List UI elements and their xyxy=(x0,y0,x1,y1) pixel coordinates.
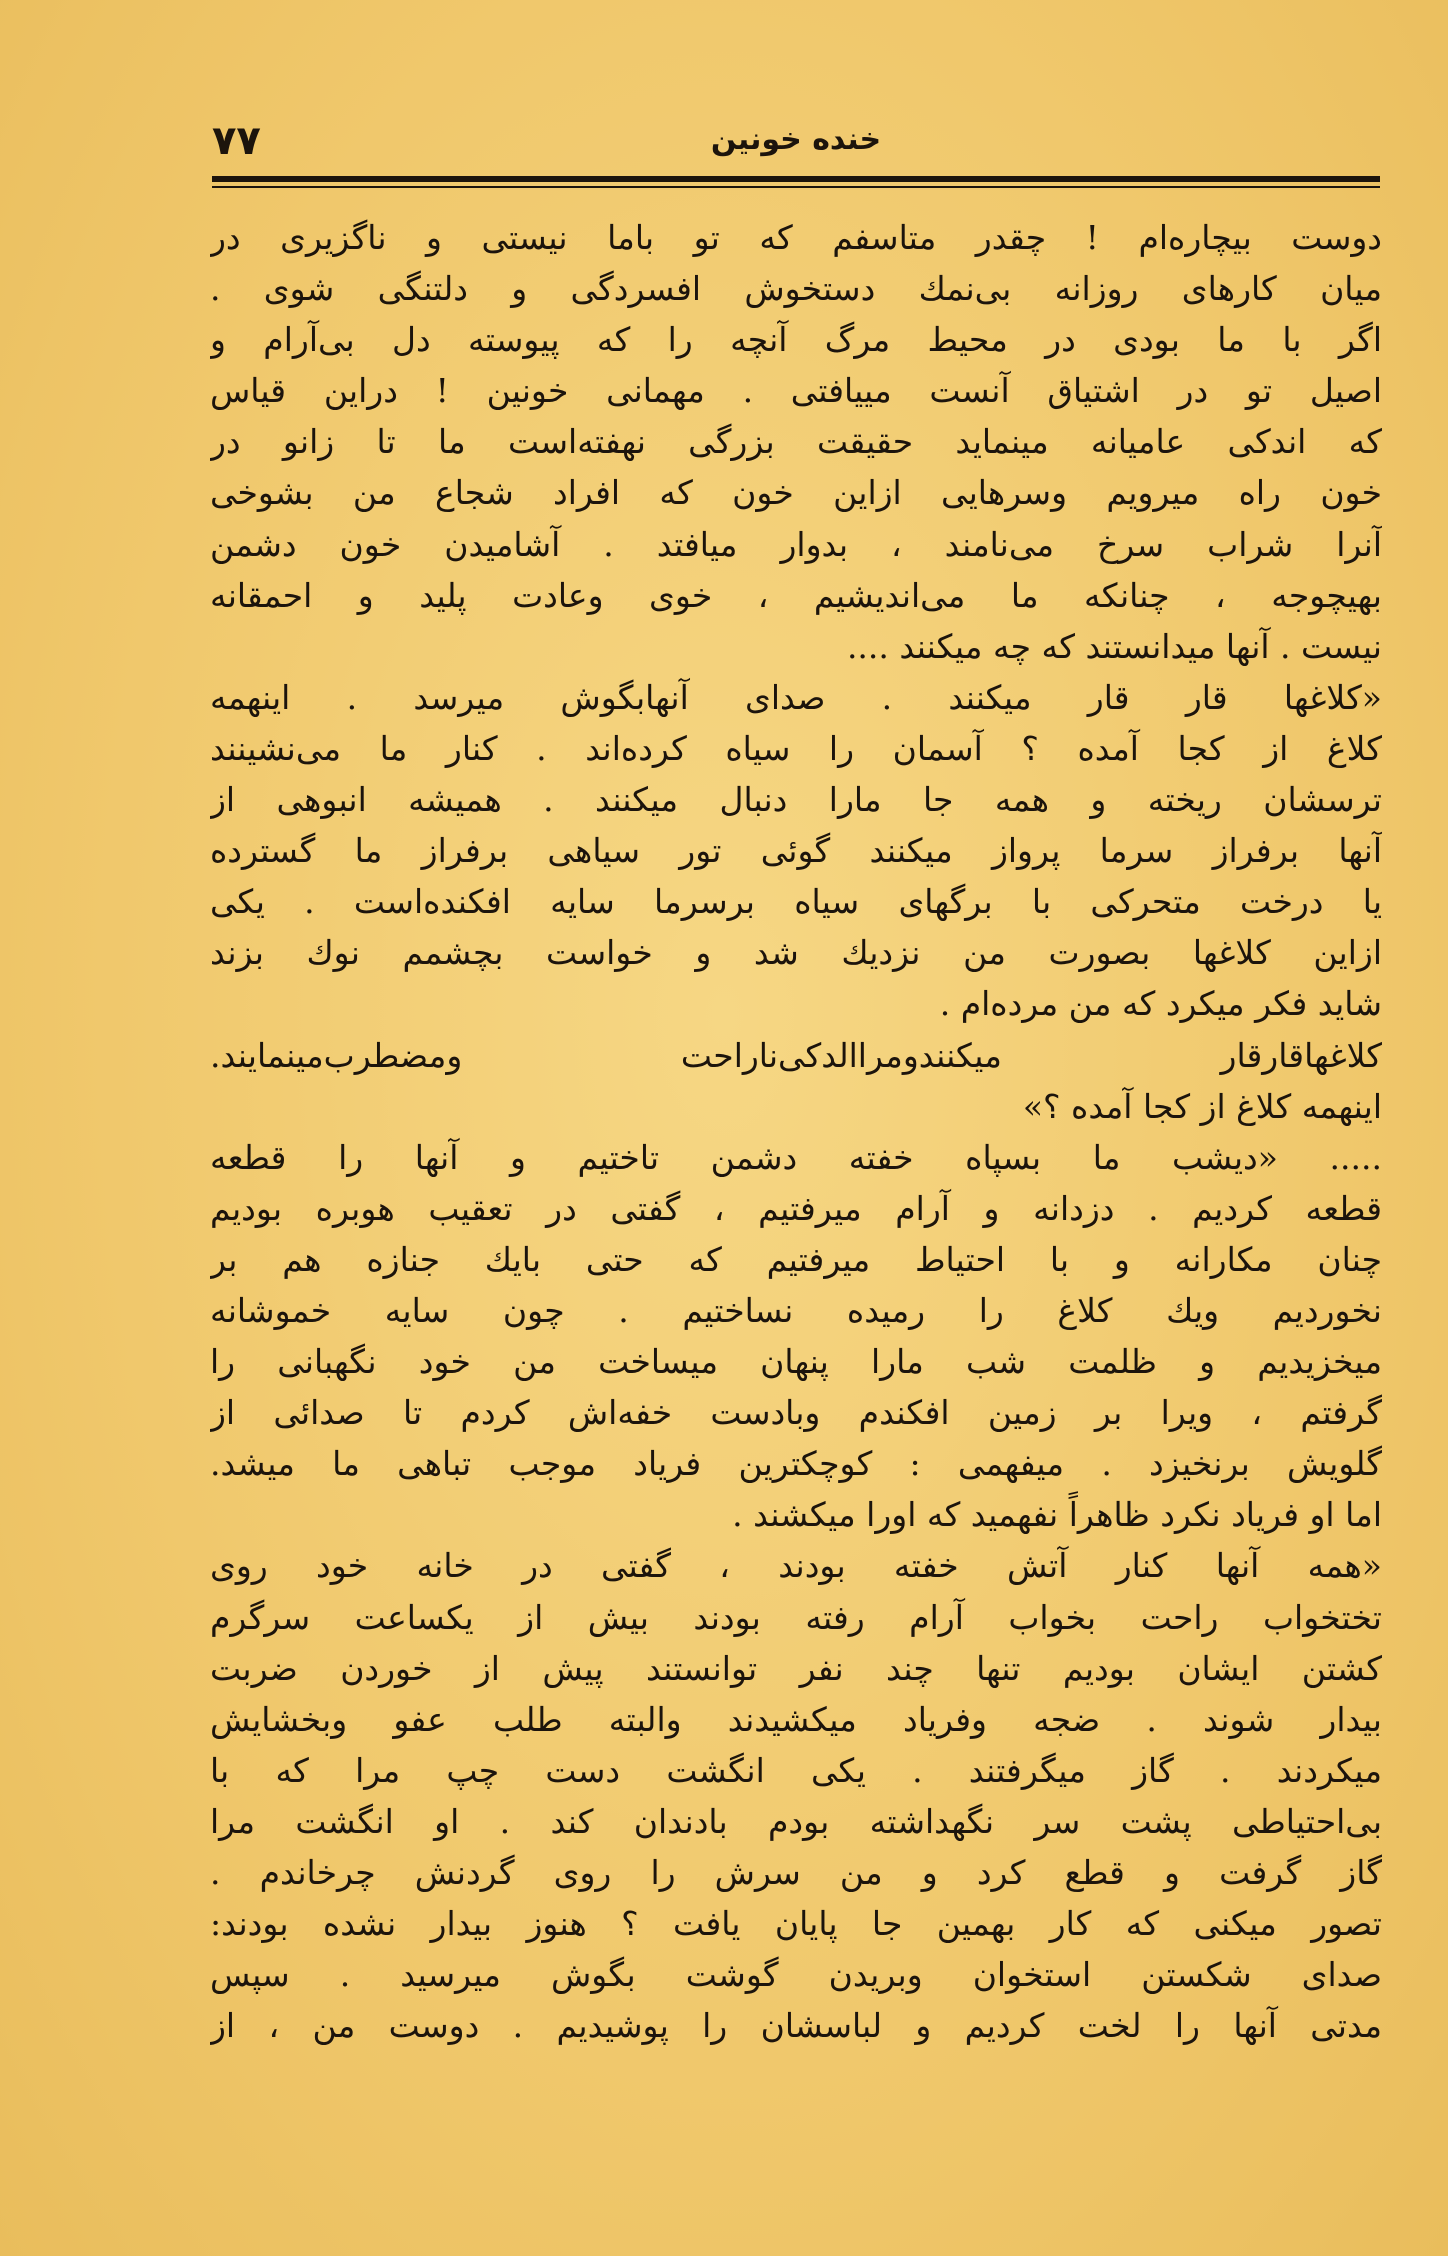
text-line: خون راه میرویم وسرهایی ازاین خون که افراد شجاع من بشوخی xyxy=(210,473,1382,513)
text-line: تصور میکنی که کار بهمین جا پایان یافت ؟ هنوز بیدار نشده بودند: xyxy=(210,1904,1382,1944)
page-number: ۷۷ xyxy=(212,118,261,164)
text-line: «کلاغها قار قار میکنند . صدای آنهابگوش میرسد . اینهمه xyxy=(210,677,1382,717)
text-line: دوست بیچاره‌ام ! چقدر متاسفم که تو باما نیستی و ناگزیری در xyxy=(210,218,1382,257)
text-line: آنها برفراز سرما پرواز میکنند گوئی تور سیاهی برفراز ما گسترده xyxy=(210,831,1382,871)
text-line: ترسشان ریخته و همه جا مارا دنبال میکنند . همیشه انبوهی از xyxy=(210,780,1382,820)
text-line: گاز گرفت و قطع کرد و من سرش را روی گردنش چرخاندم . xyxy=(210,1853,1382,1892)
text-line: نیست . آنها میدانستند که چه میکنند .... xyxy=(846,626,1382,666)
running-title: خنده خونین xyxy=(710,122,882,157)
text-line: میان کارهای روزانه بی‌نمك دستخوش افسردگی و دلتنگی شوی . xyxy=(210,269,1382,309)
text-line: آنرا شراب سرخ می‌نامند ، بدوار میافتد . آشامیدن خون دشمن xyxy=(210,524,1382,564)
text-line: بیدار شوند . ضجه وفریاد میکشیدند والبته طلب عفو وبخشایش xyxy=(210,1699,1382,1739)
text-line: گرفتم ، ویرا بر زمین افکندم وبادست خفه‌اش کردم تا صدائی از xyxy=(210,1393,1382,1433)
text-line: بهیچوجه ، چنانکه ما می‌اندیشیم ، خوی وعادت پلید و احمقانه xyxy=(210,575,1382,615)
text-line: قطعه کردیم . دزدانه و آرام میرفتیم ، گفتی در تعقیب هوبره بودیم xyxy=(210,1188,1382,1228)
text-line: «همه آنها کنار آتش خفته بودند ، گفتی در خانه خود روی xyxy=(210,1546,1382,1586)
text-line: بی‌احتیاطی پشت سر نگهداشته بودم بادندان کند . او انگشت مرا xyxy=(210,1801,1382,1841)
text-line: یا درخت متحرکی با برگهای سیاه برسرما سایه افکنده‌است . یکی xyxy=(210,882,1382,922)
text-line: صدای شکستن استخوان وبریدن گوشت بگوش میرسید . سپس xyxy=(210,1955,1382,1995)
text-line: اصیل تو در اشتیاق آنست مییافتی . مهمانی خونین ! دراین قیاس xyxy=(210,371,1382,411)
header-rule-thin xyxy=(212,186,1380,188)
text-line: شاید فکر میکرد که من مرده‌ام . xyxy=(939,984,1382,1024)
body-text xyxy=(210,212,1382,2051)
text-line: ازاین کلاغها بصورت من نزدیك شد و خواست بچشمم نوك بزند xyxy=(210,933,1382,973)
text-line: کشتن ایشان بودیم تنها چند نفر توانستند پیش از خوردن ضربت xyxy=(210,1648,1382,1688)
header-rule-thick xyxy=(212,176,1380,182)
page-header xyxy=(212,118,1380,178)
text-line: تختخواب راحت بخواب آرام رفته بودند بیش از یکساعت سرگرم xyxy=(210,1597,1382,1637)
text-line: میخزیدیم و ظلمت شب مارا پنهان میساخت من خود نگهبانی را xyxy=(210,1342,1382,1382)
text-line: گلویش برنخیزد . میفهمی : کوچکترین فریاد موجب تباهی ما میشد. xyxy=(210,1444,1382,1484)
text-line: کلاغ از کجا آمده ؟ آسمان را سیاه کرده‌اند . کنار ما می‌نشینند xyxy=(210,728,1382,768)
text-line: نخوردیم ویك کلاغ را رمیده نساختیم . چون سایه خموشانه xyxy=(210,1290,1382,1330)
text-line: اما او فریاد نکرد ظاهراً نفهمید که اورا میکشند . xyxy=(732,1495,1382,1535)
text-line: اگر با ما بودی در محیط مرگ آنچه را که پیوسته دل بی‌آرام و xyxy=(210,320,1382,360)
text-line: میکردند . گاز میگرفتند . یکی انگشت دست چپ مرا که با xyxy=(210,1750,1382,1790)
text-line: ..... «دیشب ما بسپاه خفته دشمن تاختیم و آنها را قطعه xyxy=(210,1137,1382,1177)
text-line: که اندکی عامیانه مینماید حقیقت بزرگی نهفته‌است ما تا زانو در xyxy=(210,422,1382,462)
text-line: چنان مکارانه و با احتیاط میرفتیم که حتی بایك جنازه هم بر xyxy=(210,1239,1382,1279)
text-line: اینهمه کلاغ از کجا آمده ؟» xyxy=(1022,1086,1382,1126)
text-line: کلاغهاقارقار میکنندومراالدکی‌ناراحت ومضطرب‌مینمایند. xyxy=(210,1035,1382,1075)
text-line: مدتی آنها را لخت کردیم و لباسشان را پوشیدیم . دوست من ، از xyxy=(210,2006,1382,2046)
